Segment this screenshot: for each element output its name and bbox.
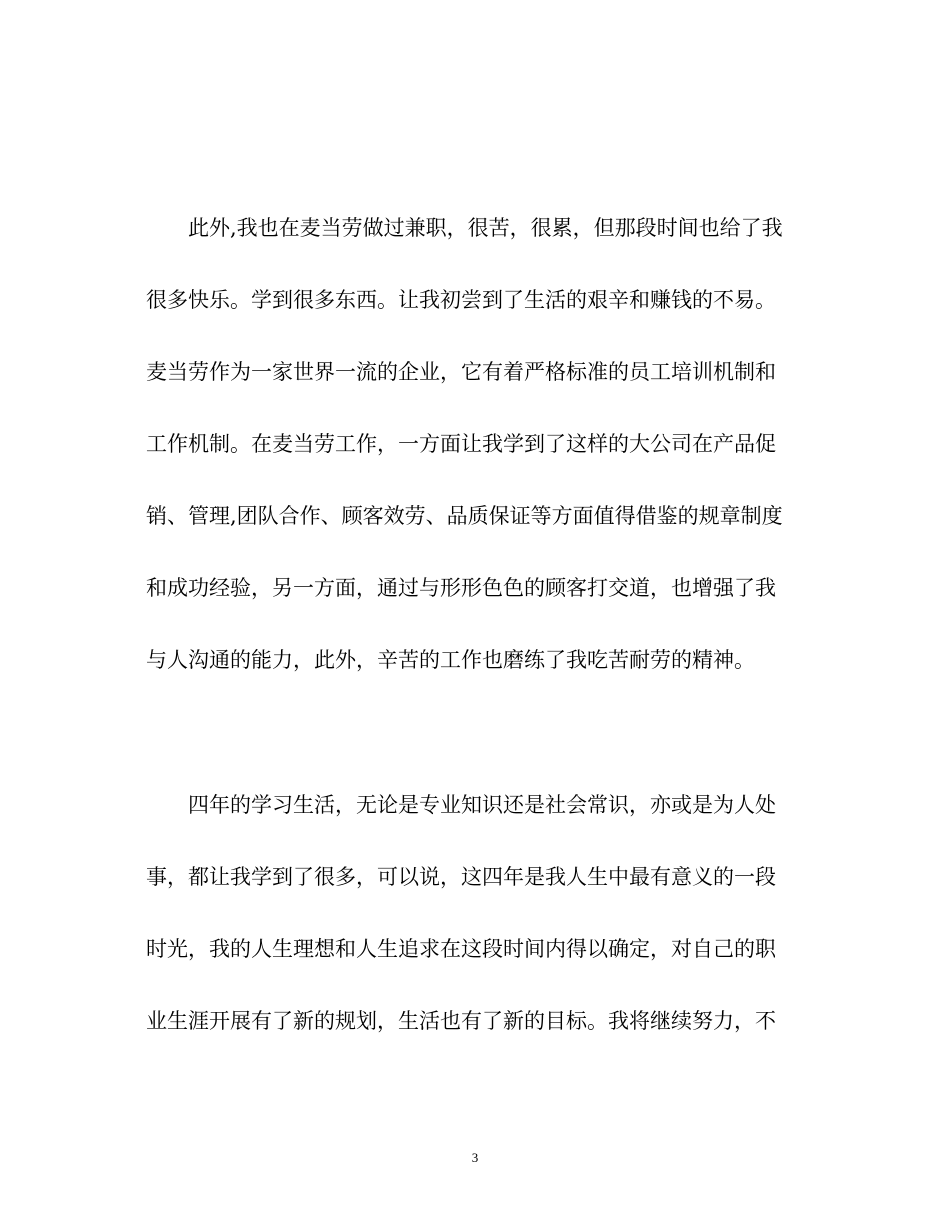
paragraph-line: 事，都让我学到了很多，可以说，这四年是我人生中最有意义的一段 — [146, 865, 776, 889]
paragraph-line: 和成功经验，另一方面，通过与形形色色的顾客打交道，也增强了我 — [146, 576, 776, 600]
paragraph-line: 很多快乐。学到很多东西。让我初尝到了生活的艰辛和赚钱的不易。 — [146, 288, 776, 312]
paragraph-line: 时光，我的人生理想和人生追求在这段时间内得以确定，对自己的职 — [146, 937, 776, 961]
paragraph-line: 工作机制。在麦当劳工作，一方面让我学到了这样的大公司在产品促 — [146, 432, 776, 456]
page-number: 3 — [471, 1150, 479, 1165]
paragraph-line: 业生涯开展有了新的规划，生活也有了新的目标。我将继续努力，不 — [146, 1009, 776, 1033]
paragraph-line: 与人沟通的能力，此外，辛苦的工作也磨练了我吃苦耐劳的精神。 — [146, 648, 755, 672]
paragraph-line: 四年的学习生活，无论是专业知识还是社会常识，亦或是为人处 — [188, 793, 776, 817]
paragraph-line: 此外,我也在麦当劳做过兼职，很苦，很累，但那段时间也给了我 — [188, 216, 783, 240]
paragraph-line: 麦当劳作为一家世界一流的企业，它有着严格标准的员工培训机制和 — [146, 360, 776, 384]
paragraph-line: 销、管理,团队合作、顾客效劳、品质保证等方面值得借鉴的规章制度 — [146, 504, 783, 528]
